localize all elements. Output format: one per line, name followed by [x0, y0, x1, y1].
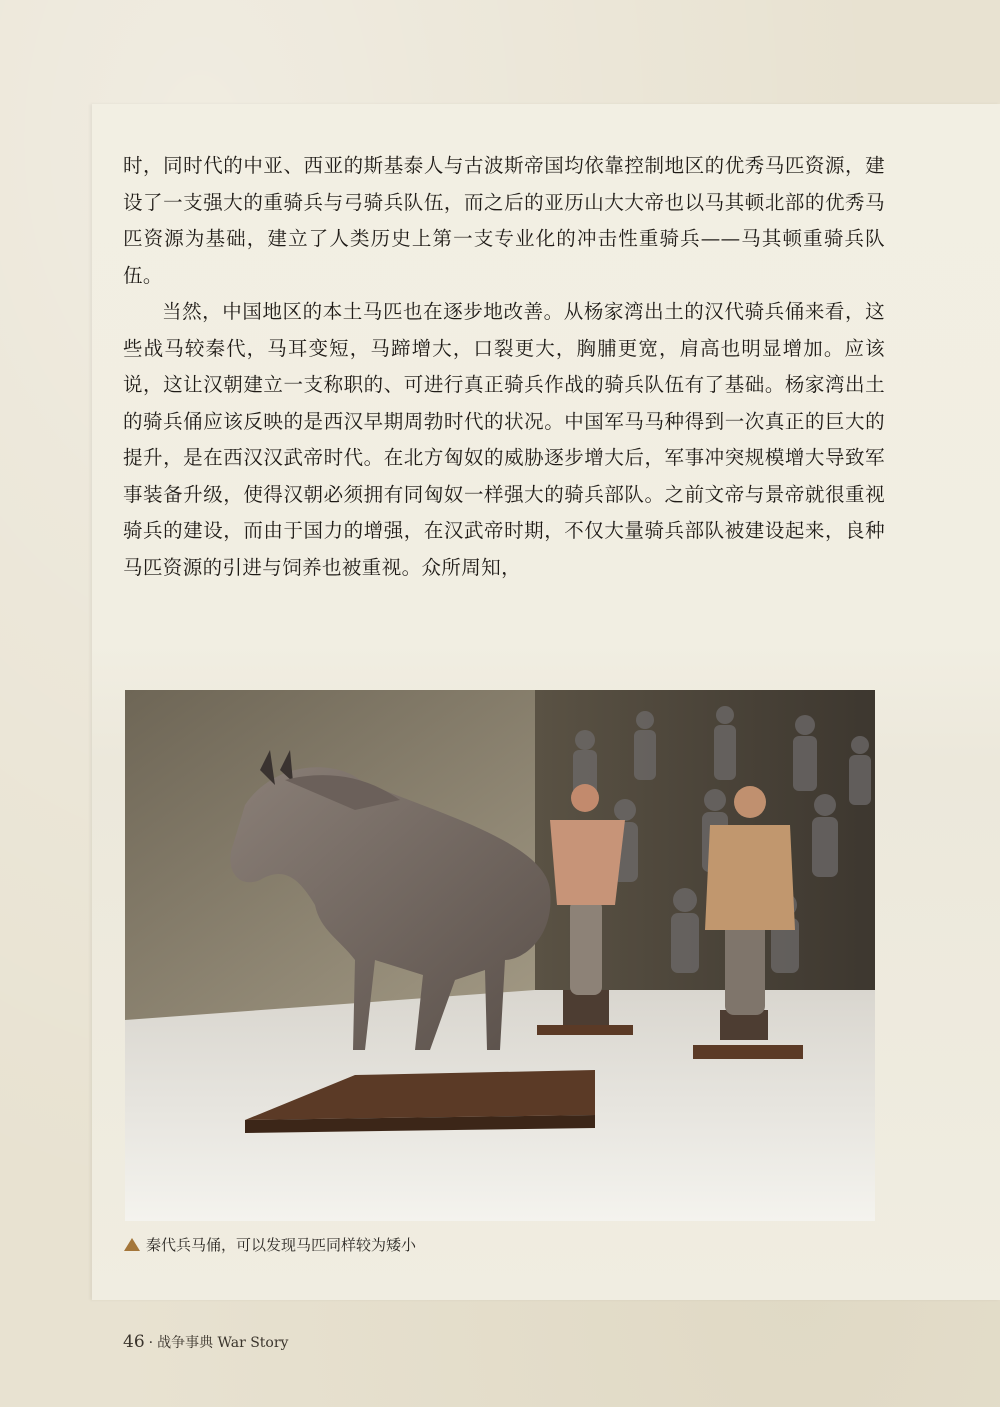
- paragraph-1: 时，同时代的中亚、西亚的斯基泰人与古波斯帝国均依靠控制地区的优秀马匹资源，建设了一支强大的重骑兵与弓骑兵队伍，而之后的亚历山大大帝也以马其顿北部的优秀马匹资源为基础，建立了人类历史上第一支专业化的冲击性重骑兵——马其顿重骑兵队伍。: [123, 154, 885, 287]
- caption-text: 秦代兵马俑，可以发现马匹同样较为矮小: [146, 1235, 417, 1254]
- triangle-icon: [124, 1238, 140, 1251]
- footer-separator: ·: [148, 1335, 154, 1351]
- figure-caption: [124, 1233, 416, 1255]
- page-footer: [123, 1332, 288, 1352]
- paragraph-2: 当然，中国地区的本土马匹也在逐步地改善。从杨家湾出土的汉代骑兵俑来看，这些战马较秦代，马耳变短，马蹄增大，口裂更大，胸脯更宽，肩高也明显增加。应该说，这让汉朝建立一支称职的、可进行真正骑兵作战的骑兵队伍有了基础。杨家湾出土的骑兵俑应该反映的是西汉早期周勃时代的状况。中国军马马种得到一次真正的巨大的提升，是在西汉汉武帝时代。在北方匈奴的威胁逐步增大后，军事冲突规模增大导致军事装备升级，使得汉朝必须拥有同匈奴一样强大的骑兵部队。之前文帝与景帝就很重视骑兵的建设，而由于国力的增强，在汉武帝时期，不仅大量骑兵部队被建设起来，良种马匹资源的引进与饲养也被重视。众所周知，: [123, 300, 885, 579]
- terracotta-illustration: [125, 690, 875, 1221]
- terracotta-photo: [125, 690, 875, 1221]
- publication-name: 战争事典 War Story: [157, 1335, 289, 1351]
- page-number: 46: [123, 1332, 145, 1352]
- article-body: [123, 148, 885, 586]
